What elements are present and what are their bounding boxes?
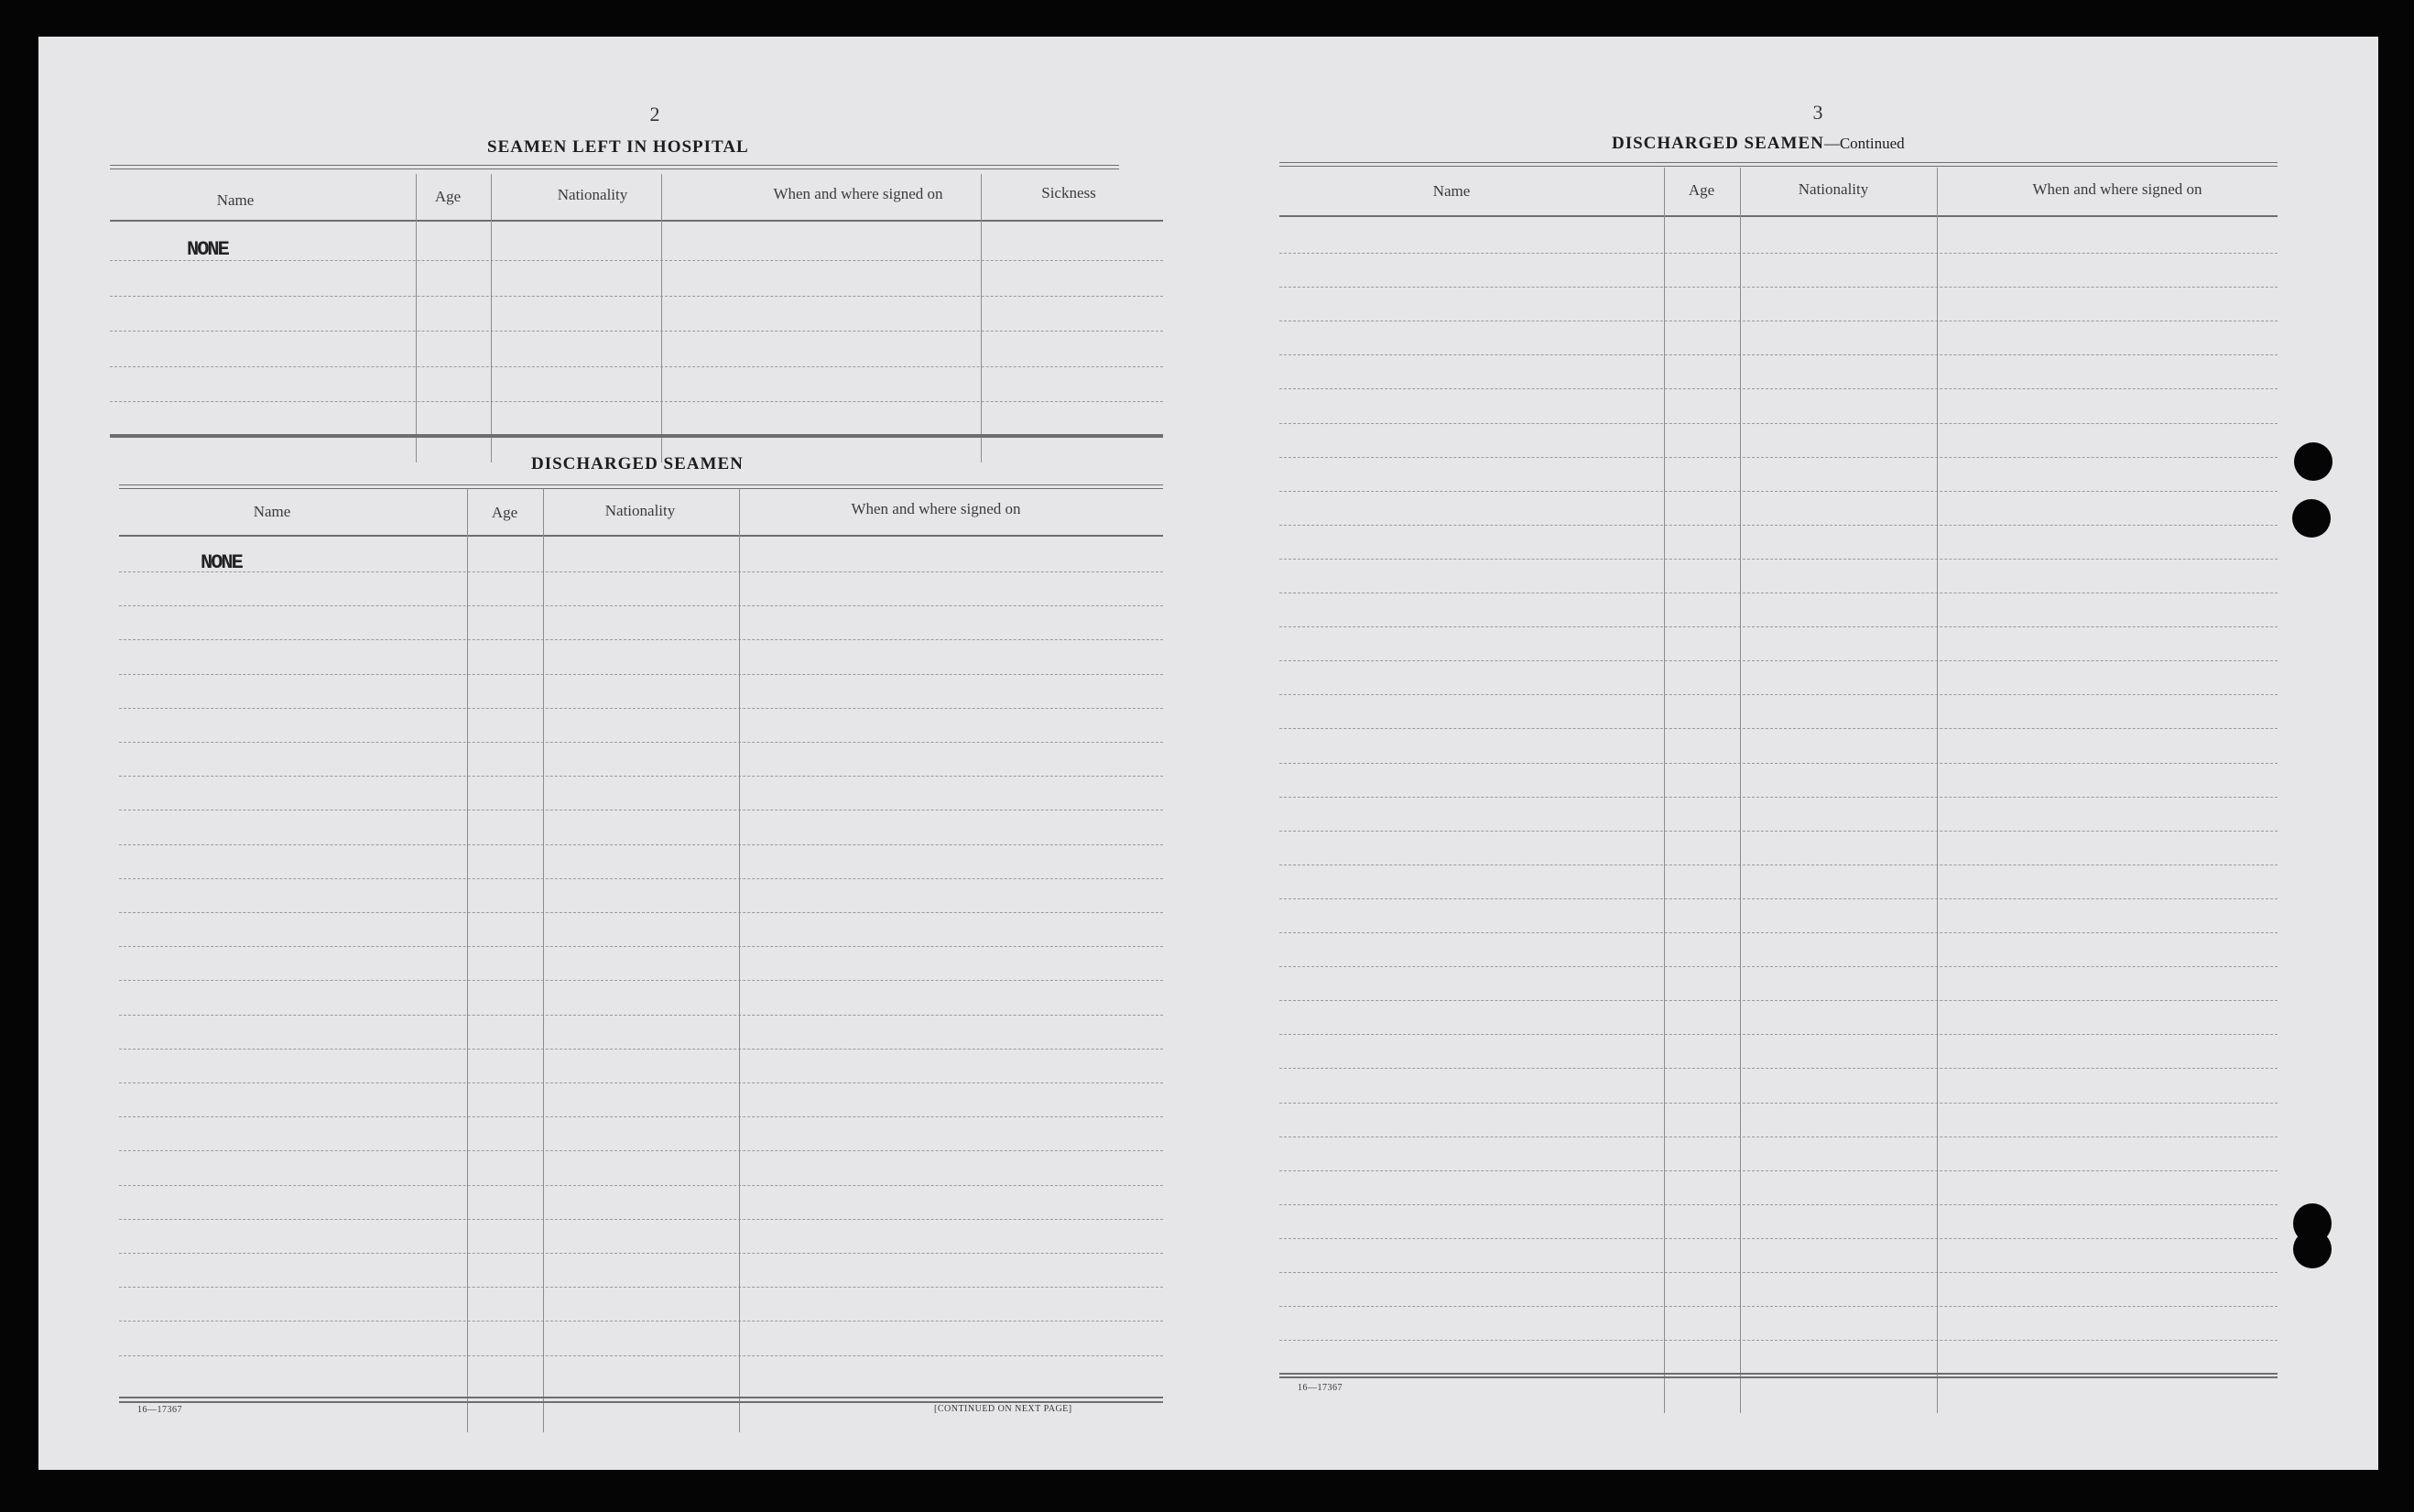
discharged-continued-title — [1612, 134, 1905, 154]
ruled-line — [119, 980, 1163, 981]
ruled-line — [110, 366, 1163, 367]
ruled-line — [1279, 763, 2278, 764]
page-number: 2 — [649, 103, 660, 125]
col-header-age: Age — [434, 188, 462, 205]
ruled-line — [119, 1049, 1163, 1050]
hospital-entry-name: NONE — [187, 238, 228, 261]
col-header-name: Name — [1432, 182, 1471, 200]
ruled-line — [119, 605, 1163, 606]
ruled-line — [1279, 797, 2278, 798]
col-header-signed-on: When and where signed on — [773, 185, 943, 202]
right-top-rule — [1279, 162, 2278, 167]
punch-hole — [2292, 499, 2331, 538]
ruled-line — [119, 1082, 1163, 1083]
ruled-line — [119, 742, 1163, 743]
ruled-line — [1279, 1340, 2278, 1341]
ruled-line — [119, 1150, 1163, 1151]
ruled-line — [1279, 694, 2278, 695]
ruled-line — [1279, 831, 2278, 832]
ruled-line — [1279, 354, 2278, 355]
ruled-line — [110, 331, 1163, 332]
form-sheet — [38, 37, 2378, 1470]
ruled-line — [1279, 491, 2278, 492]
ruled-line — [1279, 898, 2278, 899]
ruled-line — [119, 1287, 1163, 1288]
ruled-line — [1279, 388, 2278, 389]
title-text: DISCHARGED SEAMEN — [1612, 134, 1824, 153]
ruled-line — [119, 878, 1163, 879]
col-divider — [543, 489, 544, 1432]
discharged-section-title: DISCHARGED SEAMEN — [531, 454, 744, 473]
col-header-name: Name — [216, 191, 255, 209]
ruled-line — [119, 912, 1163, 913]
col-header-sickness: Sickness — [1041, 184, 1096, 201]
ruled-line — [119, 844, 1163, 845]
hospital-header-rule — [110, 220, 1163, 222]
ruled-line — [1279, 966, 2278, 967]
ruled-line — [1279, 559, 2278, 560]
ruled-line — [119, 1321, 1163, 1322]
ruled-line — [119, 571, 1163, 572]
ruled-line — [1279, 1103, 2278, 1104]
continued-note: [CONTINUED ON NEXT PAGE] — [934, 1404, 1072, 1414]
ruled-line — [119, 1015, 1163, 1016]
ruled-line — [110, 296, 1163, 297]
col-header-nationality: Nationality — [1798, 180, 1869, 198]
punch-hole — [2294, 442, 2332, 481]
ruled-line — [1279, 660, 2278, 661]
ruled-line — [1279, 932, 2278, 933]
hospital-section-title: SEAMEN LEFT IN HOSPITAL — [487, 137, 749, 157]
ruled-line — [110, 401, 1163, 402]
punch-hole — [2293, 1230, 2332, 1268]
ruled-line — [1279, 626, 2278, 627]
right-page — [1192, 37, 2378, 1470]
ruled-line — [119, 674, 1163, 675]
ruled-line — [119, 776, 1163, 777]
col-divider — [491, 174, 492, 462]
ruled-line — [1279, 457, 2278, 458]
ruled-line — [1279, 1000, 2278, 1001]
ruled-line — [119, 1185, 1163, 1186]
discharged-header-rule — [119, 535, 1163, 537]
ruled-line — [1279, 1034, 2278, 1035]
right-bottom-rule — [1279, 1373, 2278, 1375]
ruled-line — [119, 946, 1163, 947]
col-header-nationality: Nationality — [557, 186, 628, 203]
left-page — [38, 37, 1192, 1470]
ruled-line — [119, 1355, 1163, 1356]
ruled-line — [1279, 287, 2278, 288]
col-divider — [1664, 168, 1665, 1413]
ruled-line — [119, 639, 1163, 640]
ruled-line — [110, 260, 1163, 261]
col-header-name: Name — [253, 503, 291, 520]
right-bottom-rule — [1279, 1376, 2278, 1378]
ruled-line — [119, 708, 1163, 709]
hospital-bottom-rule — [110, 436, 1163, 438]
ruled-line — [1279, 1306, 2278, 1307]
col-header-age: Age — [1688, 181, 1715, 199]
ruled-line — [1279, 423, 2278, 424]
ruled-line — [1279, 525, 2278, 526]
col-header-nationality: Nationality — [604, 502, 676, 519]
form-number: 16—17367 — [1298, 1383, 1343, 1393]
ruled-line — [119, 1116, 1163, 1117]
ruled-line — [1279, 1068, 2278, 1069]
discharged-bottom-rule — [119, 1401, 1163, 1403]
ruled-line — [1279, 253, 2278, 254]
col-divider — [416, 174, 417, 462]
discharged-bottom-rule — [119, 1397, 1163, 1398]
col-header-signed-on: When and where signed on — [851, 500, 1021, 517]
col-divider — [661, 174, 662, 462]
col-header-signed-on: When and where signed on — [2032, 180, 2202, 198]
hospital-top-rule — [110, 165, 1119, 169]
col-divider — [981, 174, 982, 462]
ruled-line — [1279, 728, 2278, 729]
col-divider — [739, 489, 740, 1432]
col-header-age: Age — [491, 504, 518, 521]
title-suffix: —Continued — [1823, 135, 1905, 152]
ruled-line — [1279, 1204, 2278, 1205]
discharged-top-rule — [119, 484, 1163, 489]
ruled-line — [1279, 1238, 2278, 1239]
right-header-rule — [1279, 215, 2278, 217]
form-number: 16—17367 — [137, 1405, 182, 1415]
ruled-line — [1279, 1170, 2278, 1171]
ruled-line — [119, 1253, 1163, 1254]
col-divider — [467, 489, 468, 1432]
ruled-line — [1279, 1272, 2278, 1273]
col-divider — [1740, 168, 1741, 1413]
ruled-line — [119, 1219, 1163, 1220]
col-divider — [1937, 168, 1938, 1413]
discharged-entry-name: NONE — [201, 551, 242, 574]
page-number: 3 — [1812, 101, 1823, 124]
